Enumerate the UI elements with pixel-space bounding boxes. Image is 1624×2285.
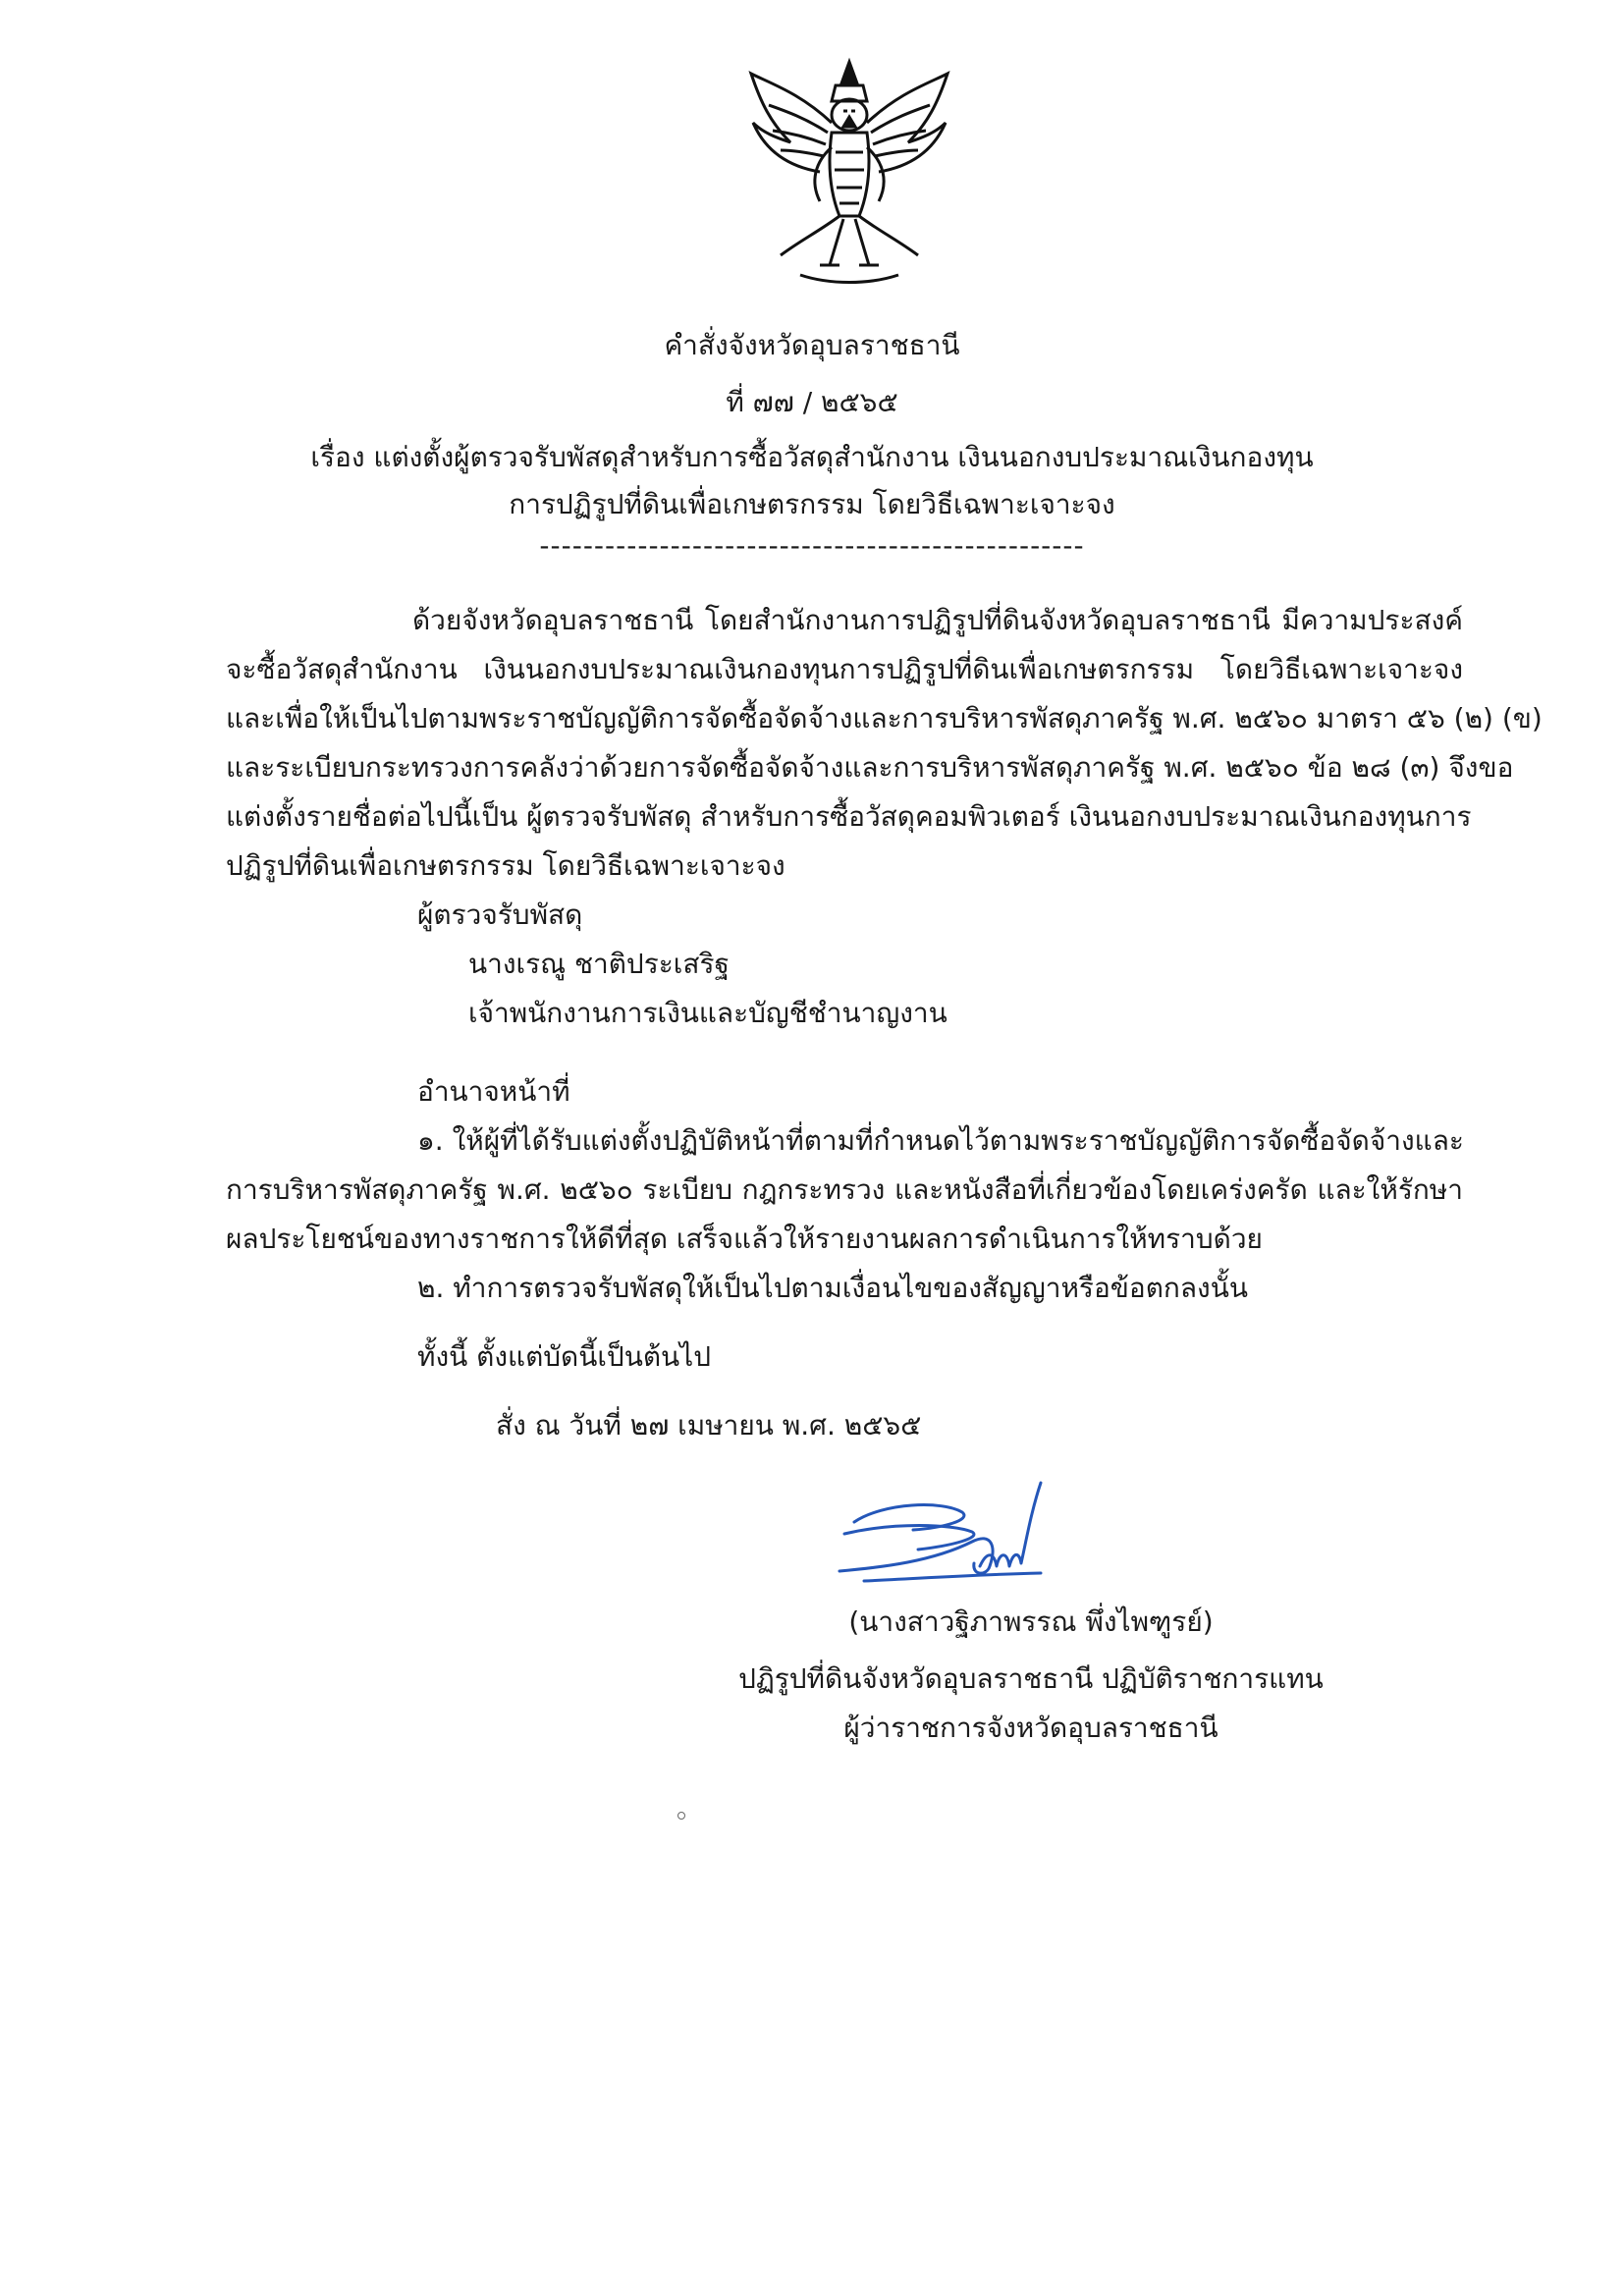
- effective-statement: ทั้งนี้ ตั้งแต่บัดนี้เป็นต้นไป: [417, 1340, 712, 1373]
- header-divider: --------------------------------------------------: [539, 529, 1085, 562]
- paragraph-line-5: แต่งตั้งรายชื่อต่อไปนี้เป็น ผู้ตรวจรับพัสดุ สำหรับการซื้อวัสดุคอมพิวเตอร์ เงินนอกงบประมาณเงินกองทุนการ: [226, 800, 1472, 833]
- paragraph-line-3: และเพื่อให้เป็นไปตามพระราชบัญญัติการจัดซื้อจัดจ้างและการบริหารพัสดุภาครัฐ พ.ศ. ๒๕๖๐ มาตรา ๕๖ (๒) (ข): [226, 702, 1543, 734]
- signer-name: (นางสาวฐิภาพรรณ พึ่งไพฑูรย์): [848, 1605, 1214, 1638]
- inspector-name: นางเรณู ชาติประเสริฐ: [468, 948, 730, 980]
- signer-position-1: ปฏิรูปที่ดินจังหวัดอุบลราชธานี ปฏิบัติราชการแทน: [738, 1662, 1324, 1695]
- signature-image: [825, 1473, 1100, 1610]
- order-date: สั่ง ณ วันที่ ๒๗ เมษายน พ.ศ. ๒๕๖๕: [496, 1409, 922, 1442]
- inspector-position: เจ้าพนักงานการเงินและบัญชีชำนาญงาน: [468, 997, 947, 1029]
- order-number: ที่ ๗๗ / ๒๕๖๕: [726, 386, 898, 418]
- duty-1-line-2: การบริหารพัสดุภาครัฐ พ.ศ. ๒๕๖๐ ระเบียบ กฎกระทรวง และหนังสือที่เกี่ยวข้องโดยเคร่งครัด และให้รักษา: [226, 1173, 1463, 1206]
- paragraph-line-4: และระเบียบกระทรวงการคลังว่าด้วยการจัดซื้อจัดจ้างและการบริหารพัสดุภาครัฐ พ.ศ. ๒๕๖๐ ข้อ ๒๘ (๓) จึงขอ: [226, 751, 1514, 784]
- subject-line-1: เรื่อง แต่งตั้งผู้ตรวจรับพัสดุสำหรับการซื้อวัสดุสำนักงาน เงินนอกงบประมาณเงินกองทุน: [310, 441, 1314, 473]
- paragraph-line-1: ด้วยจังหวัดอุบลราชธานี โดยสำนักงานการปฏิรูปที่ดินจังหวัดอุบลราชธานี มีความประสงค์: [412, 604, 1463, 636]
- duty-1-line-1: ๑. ให้ผู้ที่ได้รับแต่งตั้งปฏิบัติหน้าที่ตามที่กำหนดไว้ตามพระราชบัญญัติการจัดซื้อจัดจ้างและ: [417, 1124, 1464, 1157]
- garuda-emblem-icon: [741, 54, 957, 290]
- subject-line-2: การปฏิรูปที่ดินเพื่อเกษตรกรรม โดยวิธีเฉพาะเจาะจง: [509, 488, 1115, 520]
- duties-heading: อำนาจหน้าที่: [417, 1075, 570, 1108]
- inspector-heading: ผู้ตรวจรับพัสดุ: [417, 898, 583, 931]
- paragraph-line-2: จะซื้อวัสดุสำนักงาน เงินนอกงบประมาณเงินกองทุนการปฏิรูปที่ดินเพื่อเกษตรกรรม โดยวิธีเฉพาะเจาะจง: [226, 653, 1463, 685]
- duty-1-line-3: ผลประโยชน์ของทางราชการให้ดีที่สุด เสร็จแล้วให้รายงานผลการดำเนินการให้ทราบด้วย: [226, 1223, 1263, 1255]
- signer-position-2: ผู้ว่าราชการจังหวัดอุบลราชธานี: [843, 1712, 1218, 1744]
- page-mark: [677, 1812, 685, 1820]
- paragraph-line-6: ปฏิรูปที่ดินเพื่อเกษตรกรรม โดยวิธีเฉพาะเจาะจง: [226, 849, 785, 882]
- duty-2: ๒. ทำการตรวจรับพัสดุให้เป็นไปตามเงื่อนไขของสัญญาหรือข้อตกลงนั้น: [417, 1272, 1248, 1304]
- order-title: คำสั่งจังหวัดอุบลราชธานี: [664, 329, 960, 361]
